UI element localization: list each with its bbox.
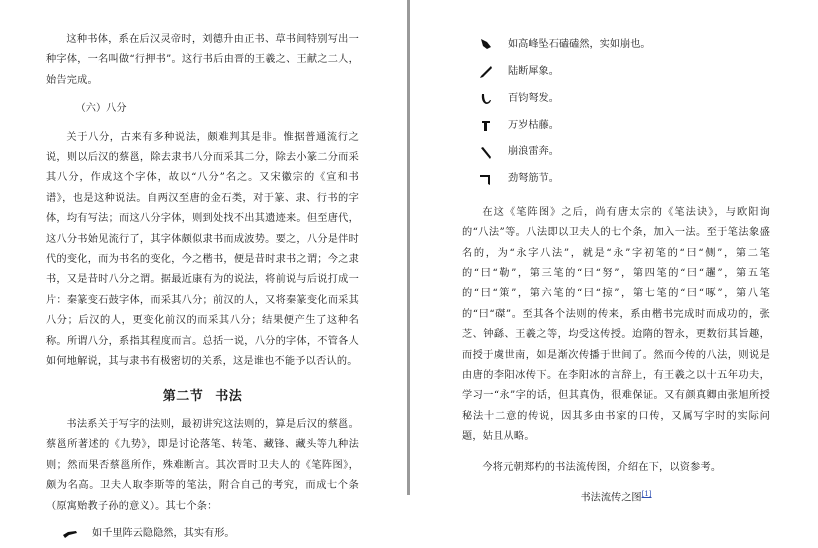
section-title: [46, 387, 359, 407]
stroke-item-text: 崩浪雷奔。: [508, 146, 559, 158]
paragraph: 这种书体，系在后汉灵帝时，刘德升由正书、草书间特别写出一种字体，一名叫做“行押书”。这行书后由晋的王羲之、王献之二人，始告完成。: [46, 34, 359, 86]
stroke-item-text: 百钧弩发。: [508, 92, 559, 104]
stroke-item: [46, 521, 359, 548]
stroke-item: [462, 59, 770, 86]
stroke-ti-icon: [478, 118, 494, 134]
page-divider: [407, 0, 410, 495]
stroke-zhe-icon: [478, 171, 494, 187]
stroke-item-text: 陆断犀象。: [508, 65, 559, 77]
stroke-item: [462, 112, 770, 139]
stroke-dot-icon: [478, 37, 494, 53]
subheading-bafen: （六）八分: [75, 103, 127, 115]
section-number: 第二节: [162, 388, 204, 404]
stroke-item: [462, 139, 770, 166]
stroke-item-text: 如千里阵云隐隐然，其实有形。: [92, 528, 235, 540]
stroke-item: [462, 86, 770, 113]
paragraph: 在这《笔阵图》之后，尚有唐太宗的《笔法诀》，与欧阳询的“八法”等。八法即以卫夫人的七个条，加入一法。至于笔法象盛名的，为“永字八法”，就是“永”字初笔的“曰“侧”，第二笔的“曰“勒”，第三笔的“曰“努”，第四笔的“曰“趯”，第五笔的“曰“策”，第六笔的“曰“掠”，第七笔的“曰“啄”，第八笔的“曰“磔”。至其各个法则的传来，系由楷书完成时而成功的，张芝、钟繇、王羲之等，均受这传授。迨隋的智永，更数衍其旨趣，而授于虞世南，如是渐次传播于世间了。然而今传的八法，则说是由唐的李阳冰传下。在李阳冰的言辞上，有王羲之以十五年功夫，学习一“永”字的话，但其真伪，很难保证。又有颜真卿由张旭所授秘法十二意的传说，因其多由书家的口传，又属写字时的实际问题，姑且从略。: [462, 206, 770, 443]
paragraph: 今将元朝郑杓的书法流传图，介绍在下，以资参考。: [482, 461, 722, 473]
stroke-item-text: 劲弩筋节。: [508, 173, 559, 185]
footnote-link[interactable]: [1]: [641, 490, 652, 499]
stroke-heng-icon: [62, 526, 78, 542]
figure-title: [462, 484, 770, 509]
stroke-pie-icon: [478, 64, 494, 80]
stroke-dian-icon: [478, 145, 494, 161]
stroke-hook-icon: [478, 91, 494, 107]
stroke-item-text: 万岁枯藤。: [508, 119, 559, 131]
paragraph: 书法系关于写字的法则，最初讲究这法则的，算是后汉的蔡邕。蔡邕所著述的《九势》，即是讨论落笔、转笔、藏锋、藏头等九种法则；然而果否蔡邕所作，殊难断言。其次晋时卫夫人的《笔阵图》，颇为名高。卫夫人取李斯等的笔法，附合自己的考究，而成七个条（原寓贻教子孙的意义）。其七个条：: [46, 418, 359, 512]
stroke-item: [462, 32, 770, 59]
section-name: 书法: [215, 388, 243, 404]
right-page: [462, 0, 770, 504]
stroke-item-text: 如高峰坠石磕磕然，实如崩也。: [508, 39, 651, 51]
left-page: [46, 0, 359, 540]
figure-title-text: 书法流传之图: [580, 492, 642, 504]
paragraph: 关于八分，古来有多种说法，颇难判其是非。惟据普通流行之说，则以后汉的蔡邕，除去隶书八分而采其二分，除去小篆二分而采其八分，作成这个字体，故以“八分”名之。又宋徽宗的《宣和书谱》，也是这种说法。自两汉至唐的金石类，对于篆、隶、行书的字体，均有写法；而这八分字体，则到处找不出其遗迹来。但至唐代，这八分书始见流行了，其字体颇似隶书而成波势。要之，八分是伴时代的变化，而为书名的变化，今之楷书，便是昔时隶书之谓；今之隶书，又是昔时八分之谓。据最近康有为的说法，将前说与后说打成一片：秦篆变石鼓字体，而采其八分；前汉的人，又将秦篆变化而采其八分；后汉的人，更变化前汉的而采其八分；结果便产生了这种名称。所谓八分，系指其程度而言。总括一说，八分的字体，不管各人如何地解说，其与隶书有极密切的关系，这是谁也不能予以否认的。: [46, 131, 359, 368]
stroke-item: [462, 166, 770, 193]
